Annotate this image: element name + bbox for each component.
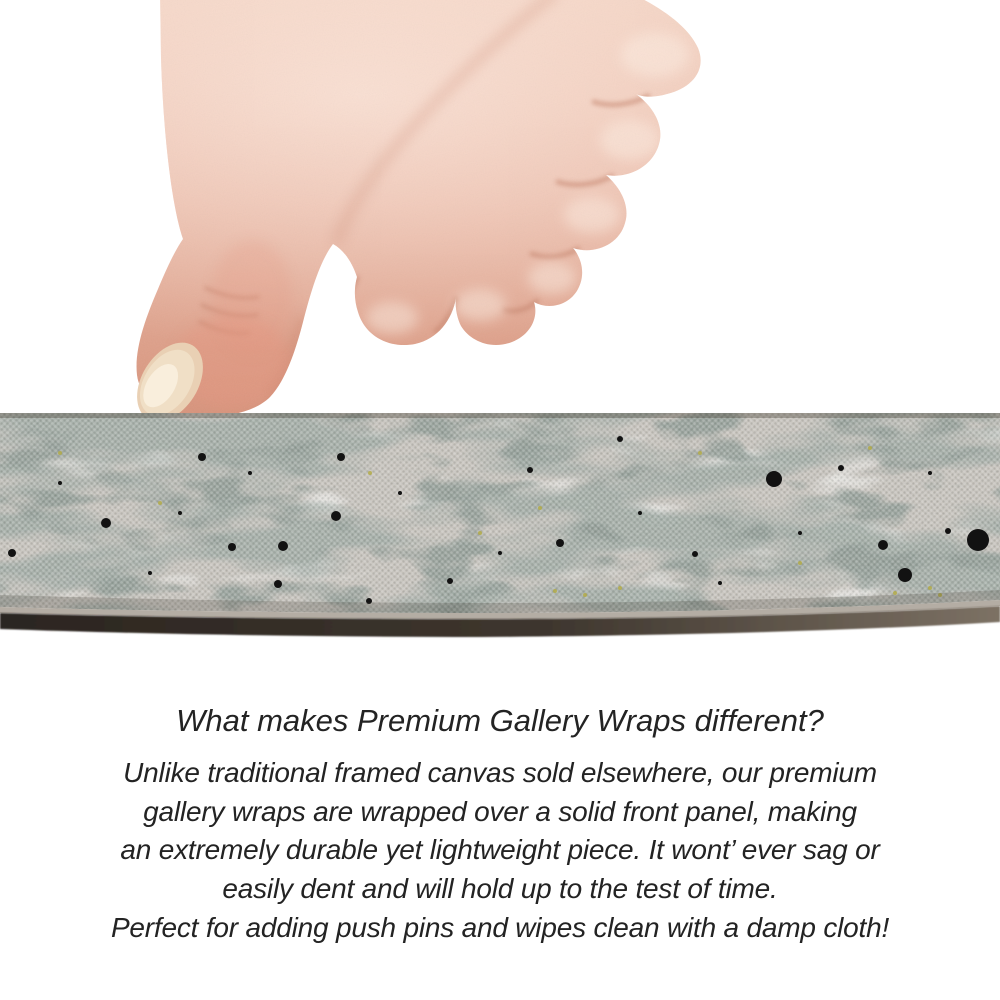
strip-top-edge-shade: [0, 413, 1000, 418]
marketing-copy: [0, 700, 1000, 948]
hand-pressing-thumb-photo: [0, 0, 1000, 432]
headline: What makes Premium Gallery Wraps different?: [176, 703, 824, 738]
body-line-3: an extremely durable yet lightweight piece. It wont’ ever sag or: [120, 834, 880, 866]
body-line-2: gallery wraps are wrapped over a solid front panel, making: [143, 795, 857, 827]
body-line-1: Unlike traditional framed canvas sold elsewhere, our premium: [123, 757, 877, 788]
canvas-wrap-strip: [0, 413, 1000, 645]
body-line-4: easily dent and will hold up to the test of time.: [222, 873, 778, 905]
painted-canvas-fabric: [0, 413, 1000, 618]
body-line-5: Perfect for adding push pins and wipes clean with a damp cloth!: [110, 911, 890, 943]
